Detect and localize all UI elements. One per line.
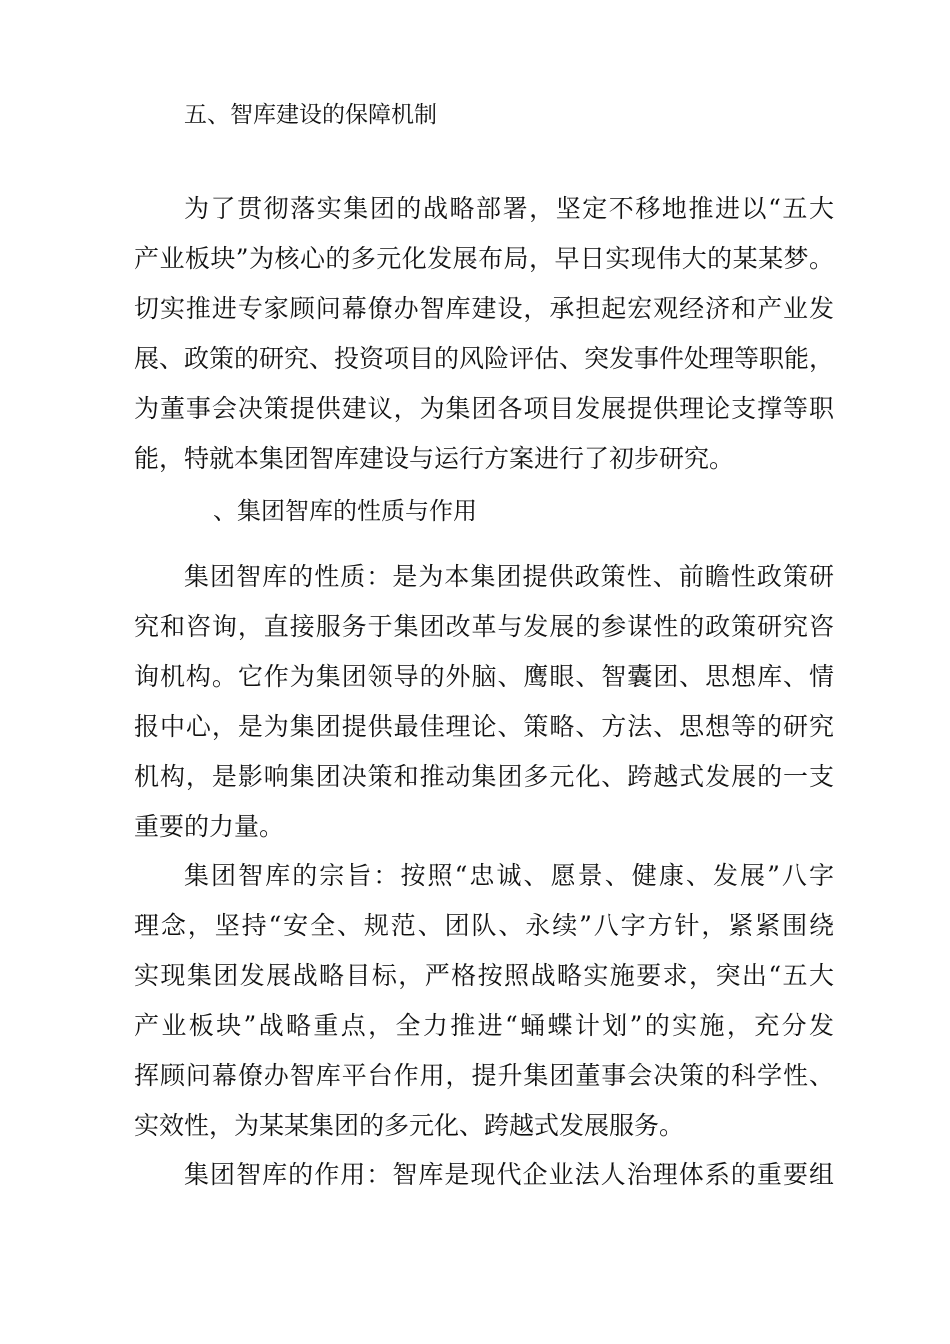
paragraph-line: 产业板块”战略重点，全力推进“蛹蝶计划”的实施，充分发: [134, 1011, 834, 1040]
paragraph-line: 报中心，是为集团提供最佳理论、策略、方法、思想等的研究: [134, 712, 834, 741]
paragraph-line: 能，特就本集团智库建设与运行方案进行了初步研究。: [134, 444, 735, 473]
paragraph-line: 挥顾问幕僚办智库平台作用，提升集团董事会决策的科学性、: [134, 1061, 834, 1090]
paragraph-line: 实现集团发展战略目标，严格按照战略实施要求，突出“五大: [134, 961, 834, 990]
paragraph-line: 集团智库的性质：是为本集团提供政策性、前瞻性政策研: [184, 562, 834, 591]
paragraph-line: 切实推进专家顾问幕僚办智库建设，承担起宏观经济和产业发: [134, 294, 834, 323]
paragraph-line: 机构，是影响集团决策和推动集团多元化、跨越式发展的一支: [134, 762, 834, 791]
paragraph-line: 集团智库的作用：智库是现代企业法人治理体系的重要组: [184, 1160, 834, 1189]
paragraph-line: 询机构。它作为集团领导的外脑、鹰眼、智囊团、思想库、情: [134, 662, 834, 691]
paragraph-line: 展、政策的研究、投资项目的风险评估、突发事件处理等职能，: [134, 344, 835, 373]
subheading: 、集团智库的性质与作用: [213, 497, 477, 525]
paragraph-line: 产业板块”为核心的多元化发展布局，早日实现伟大的某某梦。: [134, 244, 834, 273]
paragraph-line: 为了贯彻落实集团的战略部署，坚定不移地推进以“五大: [184, 194, 834, 223]
paragraph-line: 重要的力量。: [134, 812, 285, 841]
paragraph-line: 为董事会决策提供建议，为集团各项目发展提供理论支撑等职: [134, 394, 834, 423]
paragraph-line: 究和咨询，直接服务于集团改革与发展的参谋性的政策研究咨: [134, 612, 834, 641]
paragraph-line: 实效性，为某某集团的多元化、跨越式发展服务。: [134, 1111, 685, 1140]
section-heading: 五、智库建设的保障机制: [184, 102, 437, 128]
paragraph-line: 集团智库的宗旨：按照“忠诚、愿景、健康、发展”八字: [184, 861, 834, 890]
paragraph-line: 理念，坚持“安全、规范、团队、永续”八字方针，紧紧围绕: [134, 911, 834, 940]
